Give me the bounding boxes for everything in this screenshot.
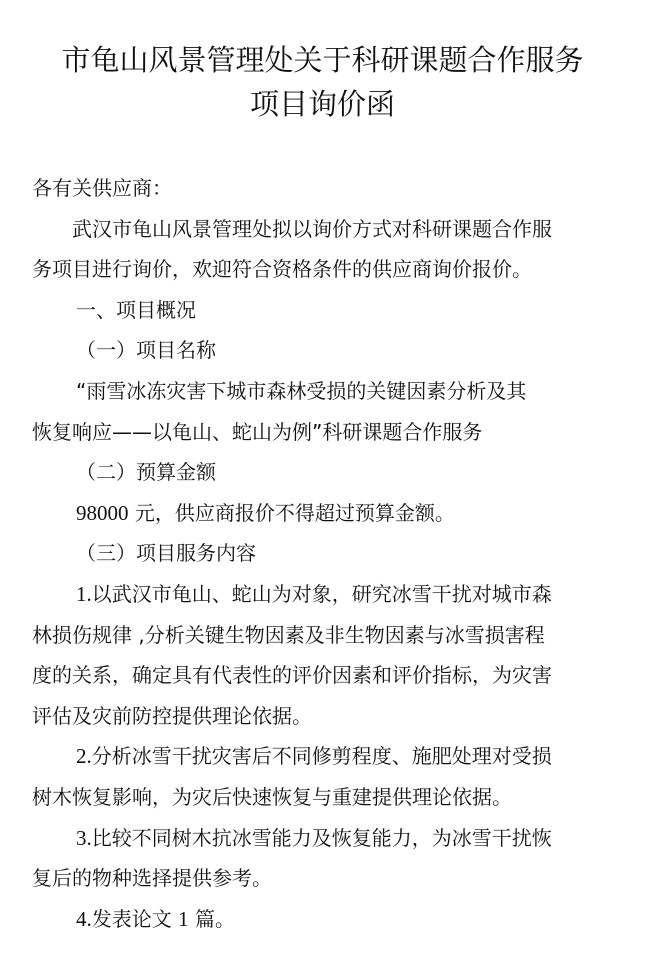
- item-1-text-1: 以武汉市龟山、蛇山为对象，研究冰雪干扰对城市森: [91, 581, 552, 606]
- item-3-line-2: 复后的物种选择提供参考。: [32, 866, 272, 891]
- item-1-line-2: 林损伤规律 ,分析关键生物因素及非生物因素与冰雪损害程: [32, 622, 545, 647]
- section-heading-overview: 一、项目概况: [76, 297, 196, 322]
- item-1-line-1: [32, 574, 617, 615]
- item-1-line-3: 度的关系，确定具有代表性的评价因素和评价指标，为灾害: [32, 663, 552, 688]
- budget-line: [32, 493, 617, 534]
- project-name-line-2: 恢复响应——以龟山、蛇山为例”科研课题合作服务: [32, 419, 483, 444]
- item-3-number: 3.: [76, 825, 92, 850]
- document-title-line-2: 项目询价函: [249, 87, 395, 121]
- budget-text: 元，供应商报价不得超过预算金额。: [128, 500, 455, 525]
- subsection-heading-name: （一）项目名称: [76, 338, 216, 363]
- salutation: 各有关供应商：: [32, 176, 172, 200]
- intro-line-2: 务项目进行询价，欢迎符合资格条件的供应商询价报价。: [32, 257, 532, 282]
- item-4-text-a: 发表论文: [91, 906, 179, 931]
- item-1-line-4: 评估及灾前防控提供理论依据。: [32, 703, 312, 728]
- document-body: [32, 168, 617, 939]
- subsection-heading-content: （三）项目服务内容: [76, 541, 256, 566]
- item-4-text-b: 篇。: [188, 906, 235, 931]
- document-title-line-1: 市龟山风景管理处关于科研课题合作服务: [61, 43, 584, 77]
- budget-amount: 98000: [76, 500, 129, 525]
- item-2-line-1: [32, 736, 617, 777]
- item-2-number: 2.: [76, 744, 92, 769]
- item-1-number: 1.: [76, 581, 92, 606]
- item-4-line: [32, 899, 617, 940]
- item-3-line-1: [32, 818, 617, 859]
- subsection-heading-budget: （二）预算金额: [76, 460, 216, 485]
- item-2-text-1: 分析冰雪干扰灾害后不同修剪程度、施肥处理对受损: [91, 744, 552, 769]
- project-name-line-1: “雨雪冰冻灾害下城市森林受损的关键因素分析及其: [76, 378, 527, 403]
- item-2-line-2: 树木恢复影响，为灾后快速恢复与重建提供理论依据。: [32, 784, 512, 809]
- intro-line-1: 武汉市龟山风景管理处拟以询价方式对科研课题合作服: [72, 216, 552, 241]
- item-4-number: 4.: [76, 906, 92, 931]
- item-4-count: 1: [178, 906, 189, 931]
- item-3-text-1: 比较不同树木抗冰雪能力及恢复能力，为冰雪干扰恢: [91, 825, 552, 850]
